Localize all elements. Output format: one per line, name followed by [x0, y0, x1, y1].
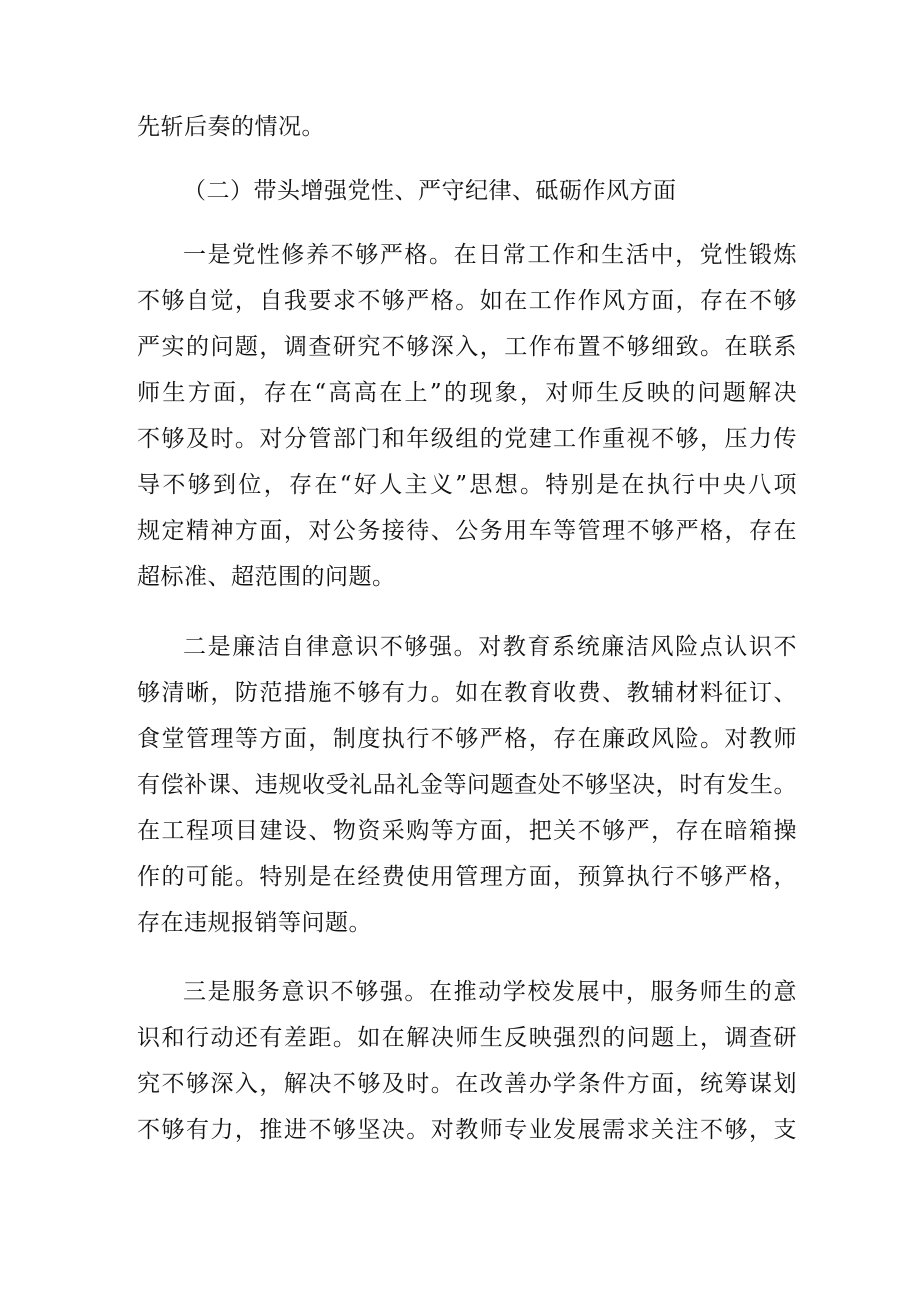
paragraph-line: 超标准、超范围的问题。 [137, 564, 396, 590]
paragraph-line: 师生方面，存在“高高在上”的现象，对师生反映的问题解决 [137, 380, 797, 406]
paragraph-line: 导不够到位，存在“好人主义”思想。特别是在执行中央八项 [137, 472, 797, 498]
paragraph-line: 不够及时。对分管部门和年级组的党建工作重视不够，压力传 [137, 426, 797, 452]
paragraph-line: 一是党性修养不够严格。在日常工作和生活中，党性锻炼 [183, 242, 797, 268]
paragraph-line: 存在违规报销等问题。 [137, 910, 372, 936]
paragraph-line: 作的可能。特别是在经费使用管理方面，预算执行不够严格， [137, 864, 797, 890]
paragraph-line: 识和行动还有差距。如在解决师生反映强烈的问题上，调查研 [137, 1025, 797, 1051]
paragraph-line: 不够有力，推进不够坚决。对教师专业发展需求关注不够，支 [137, 1117, 797, 1143]
paragraph-line: 不够自觉，自我要求不够严格。如在工作作风方面，存在不够 [137, 288, 797, 314]
paragraph-line: 严实的问题，调查研究不够深入，工作布置不够细致。在联系 [137, 334, 797, 360]
paragraph-line: 在工程项目建设、物资采购等方面，把关不够严，存在暗箱操 [137, 818, 797, 844]
section-heading: （二）带头增强党性、严守纪律、砥砺作风方面 [183, 178, 677, 204]
paragraph-line: 二是廉洁自律意识不够强。对教育系统廉洁风险点认识不 [183, 634, 797, 660]
paragraph-line: 究不够深入，解决不够及时。在改善办学条件方面，统筹谋划 [137, 1071, 797, 1097]
paragraph-line: 够清晰，防范措施不够有力。如在教育收费、教辅材料征订、 [137, 680, 797, 706]
carry-over-line: 先斩后奏的情况。 [137, 114, 325, 140]
paragraph-line: 规定精神方面，对公务接待、公务用车等管理不够严格，存在 [137, 518, 797, 544]
paragraph-line: 三是服务意识不够强。在推动学校发展中，服务师生的意 [183, 979, 797, 1005]
paragraph-line: 有偿补课、违规收受礼品礼金等问题查处不够坚决，时有发生。 [137, 772, 797, 798]
paragraph-line: 食堂管理等方面，制度执行不够严格，存在廉政风险。对教师 [137, 726, 797, 752]
